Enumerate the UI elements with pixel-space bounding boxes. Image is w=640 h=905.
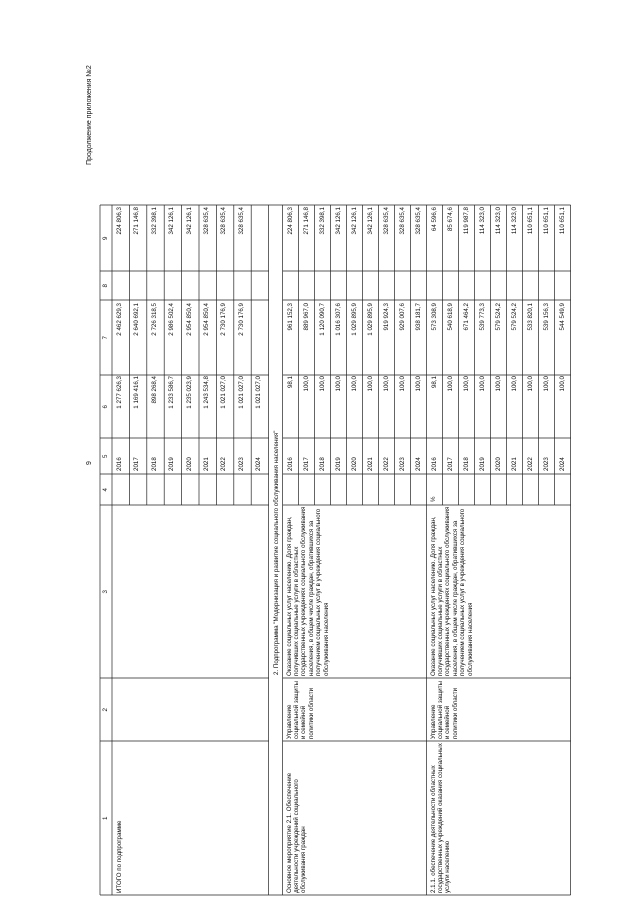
measure-2-1-1-col5-value: 100,0 xyxy=(542,376,550,392)
measure-2-1-col9-value: 271 146,8 xyxy=(302,207,310,235)
measure-2-1-1-year: 2024 xyxy=(558,457,566,471)
measure-2-1-1-unit: % xyxy=(429,496,437,502)
measure-2-1-1-col7-value: 533 820,1 xyxy=(526,303,534,331)
column-number-4: 4 xyxy=(102,488,109,492)
measure-2-1-1-col9-value: 64 596,6 xyxy=(430,207,438,232)
measure-2-1-1-col9-value: 114 323,0 xyxy=(494,207,502,235)
measure-2-1-1-year: 2018 xyxy=(462,457,470,471)
measure-2-1-col7-value: 961 152,3 xyxy=(286,303,294,331)
measure-2-1-1-col5-value: 100,0 xyxy=(558,376,566,392)
column-number-1: 1 xyxy=(102,816,109,820)
measure-2-1-title: Основное мероприятие 2.1. Обеспечение деятельности учреждений социального обслуживания граждан xyxy=(285,772,308,893)
total-year: 2018 xyxy=(150,457,158,471)
measure-2-1-col7-value: 929 007,6 xyxy=(398,303,406,331)
measure-2-1-1-year: 2021 xyxy=(510,457,518,471)
measure-2-1-year: 2017 xyxy=(302,457,310,471)
total-col6-value: 1 021 027,0 xyxy=(255,376,263,409)
measure-2-1-1-col9-value: 114 323,0 xyxy=(478,207,486,235)
column-number-9: 9 xyxy=(102,236,109,240)
measure-2-1-1-col7-value: 579 524,2 xyxy=(494,303,502,331)
total-col9-value: 332 398,1 xyxy=(150,207,158,235)
measure-2-1-year: 2021 xyxy=(366,457,374,471)
measure-2-1-col5-value: 100,0 xyxy=(350,376,358,392)
measure-2-1-year: 2020 xyxy=(350,457,358,471)
measure-2-1-1-col9-value: 110 651,1 xyxy=(526,207,534,235)
measure-2-1-col7-value: 1 029 895,9 xyxy=(366,303,374,336)
measure-2-1-year: 2019 xyxy=(334,457,342,471)
total-col6-value: 1 021 027,0 xyxy=(237,376,245,409)
total-col7-value: 2 954 850,4 xyxy=(185,303,193,336)
measure-2-1-col5-value: 98,1 xyxy=(286,376,294,389)
measure-2-1-1-col5-value: 100,0 xyxy=(526,376,534,392)
total-col6-value: 1 235 023,9 xyxy=(185,376,193,409)
total-year: 2019 xyxy=(168,457,176,471)
measure-2-1-1-col7-value: 539 156,3 xyxy=(542,303,550,331)
column-number-8: 8 xyxy=(102,284,109,288)
measure-2-1-1-col9-value: 119 987,8 xyxy=(462,207,470,235)
measure-2-1-year: 2018 xyxy=(318,457,326,471)
column-number-6: 6 xyxy=(102,405,109,409)
total-col6-value: 1 243 534,8 xyxy=(203,376,210,409)
measure-2-1-col5-value: 100,0 xyxy=(366,376,374,392)
measure-2-1-col7-value: 889 967,0 xyxy=(302,303,310,331)
measure-2-1-col5-value: 100,0 xyxy=(414,376,422,392)
total-col7-value: 2 986 502,4 xyxy=(168,303,176,336)
total-col9-value: 328 635,4 xyxy=(237,207,245,235)
measure-2-1-col5-value: 100,0 xyxy=(334,376,342,392)
measure-2-1-1-year: 2016 xyxy=(430,457,438,471)
total-col7-value: 2 954 850,4 xyxy=(203,303,210,336)
total-col9-value: 342 126,1 xyxy=(185,207,193,235)
total-col6-value: 1 233 586,7 xyxy=(168,376,176,409)
total-col9-value: 224 806,3 xyxy=(116,207,123,235)
measure-2-1-1-col7-value: 579 524,2 xyxy=(510,303,518,331)
column-number-7: 7 xyxy=(102,336,109,340)
measure-2-1-1-year: 2023 xyxy=(542,457,550,471)
measure-2-1-col9-value: 342 126,1 xyxy=(366,207,374,235)
measure-2-1-col5-value: 100,0 xyxy=(318,376,326,392)
measure-2-1-col5-value: 100,0 xyxy=(382,376,390,392)
measure-2-1-1-col7-value: 544 549,9 xyxy=(558,303,566,331)
total-col7-value: 2 462 629,3 xyxy=(116,303,123,336)
header-note: Продолжение приложения №2 xyxy=(86,65,93,165)
total-col6-value: 1 169 416,1 xyxy=(133,376,141,409)
measure-2-1-1-col9-value: 85 674,6 xyxy=(446,207,454,232)
total-year: 2020 xyxy=(185,457,193,471)
measure-2-1-col7-value: 1 016 307,6 xyxy=(334,303,342,336)
measure-2-1-1-col9-value: 110 651,1 xyxy=(542,207,550,235)
measure-2-1-1-year: 2017 xyxy=(446,457,454,471)
total-col6-value: 1 277 626,3 xyxy=(116,376,123,409)
measure-2-1-col7-value: 938 181,7 xyxy=(414,303,422,331)
total-col9-value: 342 126,1 xyxy=(168,207,176,235)
total-col9-value: 328 635,4 xyxy=(220,207,228,235)
total-label: ИТОГО по подпрограмме xyxy=(116,820,123,893)
measure-2-1-1-col5-value: 100,0 xyxy=(478,376,486,392)
measure-2-1-col9-value: 328 635,4 xyxy=(414,207,422,235)
measure-2-1-year: 2023 xyxy=(398,457,406,471)
measure-2-1-col9-value: 332 398,1 xyxy=(318,207,326,235)
measure-2-1-1-col7-value: 540 618,9 xyxy=(446,303,454,331)
measure-2-1-executor: Управление социальной защиты и семейной политики области xyxy=(285,680,315,739)
measure-2-1-1-col9-value: 114 323,0 xyxy=(510,207,518,235)
measure-2-1-year: 2016 xyxy=(286,457,294,471)
measure-2-1-1-col7-value: 573 308,9 xyxy=(430,303,438,331)
measure-2-1-year: 2022 xyxy=(382,457,390,471)
page-number: 9 xyxy=(86,461,93,465)
subprogram-title: 2. Подпрограмма "Модернизация и развитие социального обслуживания населения" xyxy=(272,430,280,675)
measure-2-1-col5-value: 100,0 xyxy=(302,376,310,392)
total-col9-value: 271 146,8 xyxy=(133,207,141,235)
total-col7-value: 2 730 176,9 xyxy=(237,303,245,336)
measure-2-1-col9-value: 328 635,4 xyxy=(382,207,390,235)
measure-2-1-1-year: 2020 xyxy=(494,457,502,471)
total-col7-value: 2 726 318,5 xyxy=(150,303,158,336)
total-col6-value: 1 021 027,0 xyxy=(220,376,228,409)
measure-2-1-col9-value: 342 126,1 xyxy=(350,207,358,235)
total-year: 2016 xyxy=(116,457,123,471)
measure-2-1-1-col5-value: 100,0 xyxy=(446,376,454,392)
total-year: 2022 xyxy=(220,457,228,471)
total-year: 2017 xyxy=(133,457,141,471)
column-number-2: 2 xyxy=(102,708,109,712)
total-col6-value: 898 268,4 xyxy=(150,376,158,404)
measure-2-1-1-col7-value: 539 773,3 xyxy=(478,303,486,331)
measure-2-1-1-indicator: Оказание социальных услуг населению. Доля граждан, получивших социальные услуги в областных государственных учреждениях социального обслуживания населения, в общем числе граждан, обратившихся за получением социальных услуг в учреждения социального обслуживания населения xyxy=(429,506,474,676)
measure-2-1-1-year: 2019 xyxy=(478,457,486,471)
total-col7-value: 2 640 692,1 xyxy=(133,303,141,336)
column-number-5: 5 xyxy=(102,454,109,458)
total-year: 2021 xyxy=(203,457,210,471)
measure-2-1-1-title: 2.1.1. обеспечение деятельности областных государственных учреждений оказания социальных услуги населению xyxy=(429,743,452,893)
measure-2-1-col7-value: 1 029 895,9 xyxy=(350,303,358,336)
measure-2-1-col9-value: 224 806,3 xyxy=(286,207,294,235)
measure-2-1-1-col5-value: 100,0 xyxy=(462,376,470,392)
total-year: 2023 xyxy=(237,457,245,471)
measure-2-1-1-col5-value: 100,0 xyxy=(510,376,518,392)
total-col7-value: 2 730 176,9 xyxy=(220,303,228,336)
measure-2-1-col9-value: 328 635,4 xyxy=(398,207,406,235)
measure-2-1-col7-value: 1 120 090,7 xyxy=(318,303,326,336)
measure-2-1-1-executor: Управление социальной защиты и семейной политики области xyxy=(429,680,459,739)
measure-2-1-1-col5-value: 100,0 xyxy=(494,376,502,392)
total-col9-value: 328 635,4 xyxy=(203,207,210,235)
measure-2-1-1-col9-value: 110 651,1 xyxy=(558,207,566,235)
measure-2-1-1-year: 2022 xyxy=(526,457,534,471)
measure-2-1-indicator: Оказание социальных услуг населению. Доля граждан, получивших социальные услуги в областных государственных учреждениях социального обслуживания населения, в общем числе граждан, обратившихся за получением социальных услуг в учреждения социального обслуживания населения xyxy=(285,506,330,676)
measure-2-1-col5-value: 100,0 xyxy=(398,376,406,392)
measure-2-1-1-col5-value: 98,1 xyxy=(430,376,438,389)
measure-2-1-1-col7-value: 671 464,2 xyxy=(462,303,470,331)
measure-2-1-year: 2024 xyxy=(414,457,422,471)
measure-2-1-col7-value: 919 924,3 xyxy=(382,303,390,331)
measure-2-1-col9-value: 342 126,1 xyxy=(334,207,342,235)
column-number-3: 3 xyxy=(102,590,109,594)
total-year: 2024 xyxy=(255,457,263,471)
